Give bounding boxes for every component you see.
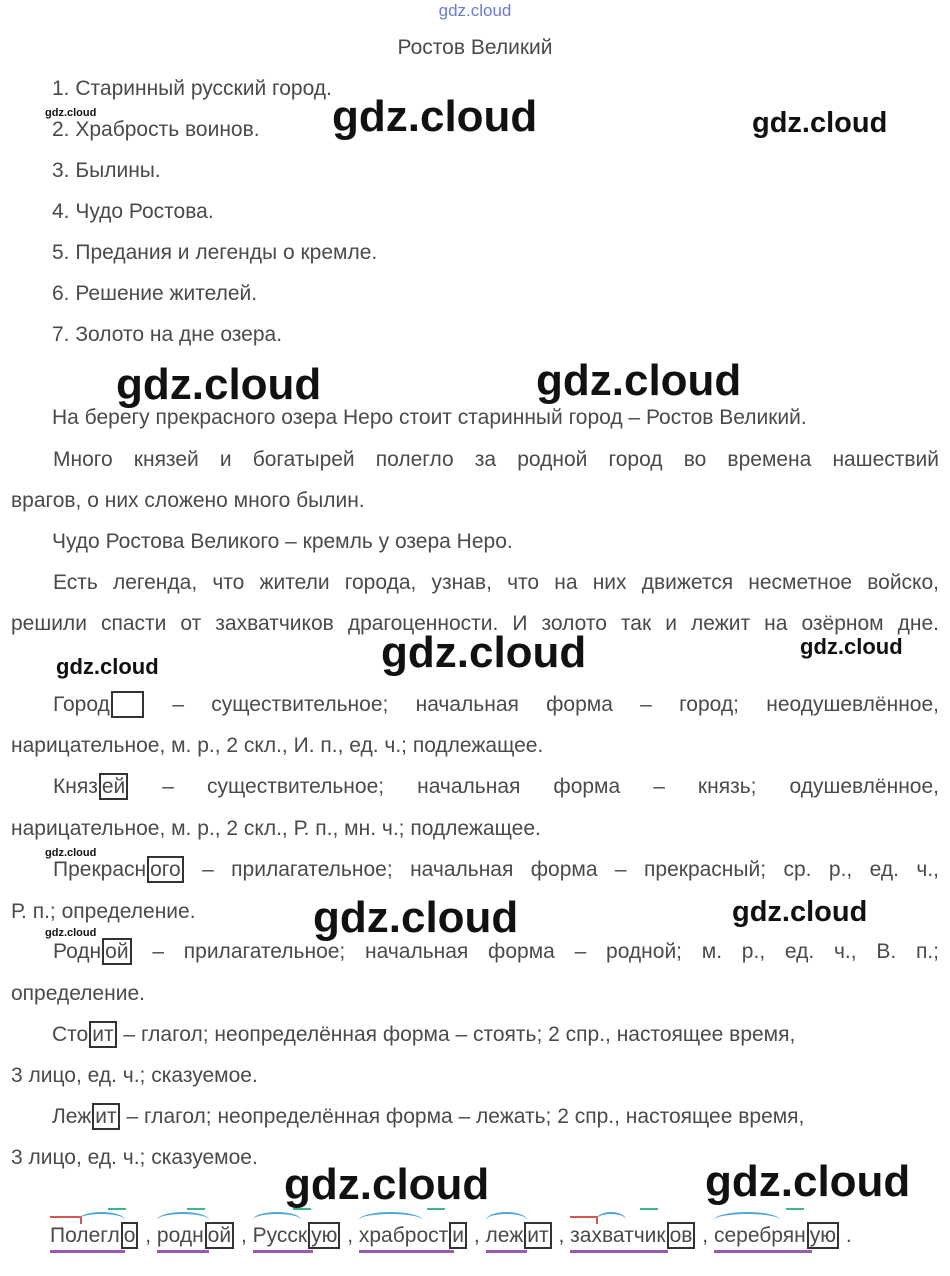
- root-arc: [596, 1212, 626, 1228]
- plan-item: 5. Предания и легенды о кремле.: [52, 241, 378, 264]
- watermark: gdz.cloud: [45, 927, 97, 939]
- analysis-line: нарицательное, м. р., 2 скл., И. п., ед. ч.; подлежащее.: [11, 734, 544, 757]
- morpheme-word: родн ой: [157, 1224, 235, 1248]
- text-paragraph: Много князей и богатырей полегло за родной город во времена нашествий: [53, 448, 939, 471]
- plan-item: 6. Решение жителей.: [52, 282, 258, 305]
- ending-box: о: [121, 1222, 139, 1249]
- ending-box: и: [449, 1222, 467, 1249]
- text-paragraph: На берегу прекрасного озера Неро стоит старинный город – Ростов Великий.: [52, 406, 807, 429]
- root-arc: [714, 1212, 780, 1228]
- stem-underline: [253, 1250, 314, 1253]
- ending-box: ит: [92, 1103, 119, 1130]
- ending-box: ов: [667, 1222, 696, 1249]
- watermark: gdz.cloud: [45, 107, 97, 119]
- ending-box: ую: [308, 1222, 340, 1249]
- page-title: Ростов Великий: [397, 36, 553, 59]
- suffix-mark: [108, 1208, 126, 1220]
- ending-box: [111, 691, 144, 718]
- root-arc: [486, 1212, 527, 1228]
- analysis-line: Р. п.; определение.: [11, 900, 196, 923]
- morpheme-word: Полегл о: [50, 1224, 139, 1248]
- plan-item: 4. Чудо Ростова.: [52, 200, 214, 223]
- morpheme-word-line: [50, 1224, 852, 1248]
- ending-box: ой: [205, 1222, 234, 1249]
- stem-underline: [714, 1250, 812, 1253]
- separator: ,: [145, 1224, 152, 1247]
- text-paragraph: решили спасти от захватчиков драгоценности. И золото так и лежит на озёрном дне.: [11, 612, 939, 635]
- analysis-line: Город – существительное; начальная форма – город; неодушевлённое,: [53, 693, 939, 716]
- analysis-line: нарицательное, м. р., 2 скл., Р. п., мн. ч.; подлежащее.: [11, 817, 541, 840]
- plan-item: 1. Старинный русский город.: [52, 77, 332, 100]
- ending-box: ого: [147, 856, 184, 883]
- text-paragraph: врагов, о них сложено много былин.: [11, 489, 365, 512]
- separator: ,: [702, 1224, 709, 1247]
- morpheme-word: храброст и: [359, 1224, 468, 1248]
- separator: ,: [347, 1224, 354, 1247]
- separator: ,: [240, 1224, 247, 1247]
- suffix-mark: [640, 1208, 658, 1220]
- watermark: gdz.cloud: [56, 654, 159, 679]
- analysis-line: Сто ит – глагол; неопределённая форма – стоять; 2 спр., настоящее время,: [52, 1023, 796, 1046]
- plan-item: 3. Былины.: [52, 159, 161, 182]
- analysis-line: 3 лицо, ед. ч.; сказуемое.: [11, 1064, 258, 1087]
- plan-item: 2. Храбрость воинов.: [52, 118, 260, 141]
- prefix-mark: [570, 1216, 598, 1224]
- text-paragraph: Чудо Ростова Великого – кремль у озера Неро.: [52, 530, 513, 553]
- watermark: gdz.cloud: [313, 893, 519, 942]
- morpheme-word: Русск ую: [253, 1224, 342, 1248]
- ending-box: ую: [807, 1222, 839, 1249]
- text-paragraph: Есть легенда, что жители города, узнав, что на них движется несметное войско,: [53, 571, 939, 594]
- separator: ,: [558, 1224, 565, 1247]
- analysis-line: Княз ей – существительное; начальная форма – князь; одушевлённое,: [53, 775, 939, 798]
- watermark: gdz.cloud: [800, 634, 903, 659]
- analysis-line: Родн ой – прилагательное; начальная форма – родной; м. р., ед. ч., В. п.;: [53, 940, 939, 963]
- suffix-mark: [187, 1208, 205, 1220]
- ending-box: ит: [524, 1222, 551, 1249]
- morpheme-word: серебрян ую: [714, 1224, 840, 1248]
- morpheme-word: захватчик ов: [570, 1224, 696, 1248]
- morpheme-word: леж ит: [486, 1224, 553, 1248]
- watermark: gdz.cloud: [45, 847, 97, 859]
- stem-underline: [570, 1250, 668, 1253]
- ending-box: ит: [89, 1021, 116, 1048]
- period: .: [845, 1224, 852, 1247]
- watermark: gdz.cloud: [116, 360, 322, 409]
- stem-underline: [157, 1250, 209, 1253]
- suffix-mark: [786, 1208, 804, 1220]
- stem-underline: [50, 1250, 125, 1253]
- watermark: gdz.cloud: [732, 896, 868, 928]
- stem-underline: [359, 1250, 454, 1253]
- watermark: gdz.cloud: [332, 92, 538, 141]
- ending-box: ой: [102, 938, 131, 965]
- analysis-line: Прекрасн ого – прилагательное; начальная форма – прекрасный; ср. р., ед. ч.,: [53, 858, 939, 881]
- root-arc: [359, 1212, 422, 1228]
- watermark: gdz.cloud: [705, 1157, 911, 1206]
- watermark: gdz.cloud: [381, 628, 587, 677]
- analysis-line: определение.: [11, 982, 145, 1005]
- watermark: gdz.cloud: [752, 107, 888, 139]
- analysis-line: Леж ит – глагол; неопределённая форма – лежать; 2 спр., настоящее время,: [52, 1105, 805, 1128]
- plan-item: 7. Золото на дне озера.: [52, 323, 283, 346]
- site-header: gdz.cloud: [438, 1, 512, 20]
- ending-box: ей: [99, 773, 128, 800]
- stem-underline: [486, 1250, 527, 1253]
- watermark: gdz.cloud: [284, 1160, 490, 1209]
- watermark: gdz.cloud: [536, 356, 742, 405]
- analysis-line: 3 лицо, ед. ч.; сказуемое.: [11, 1146, 258, 1169]
- separator: ,: [473, 1224, 480, 1247]
